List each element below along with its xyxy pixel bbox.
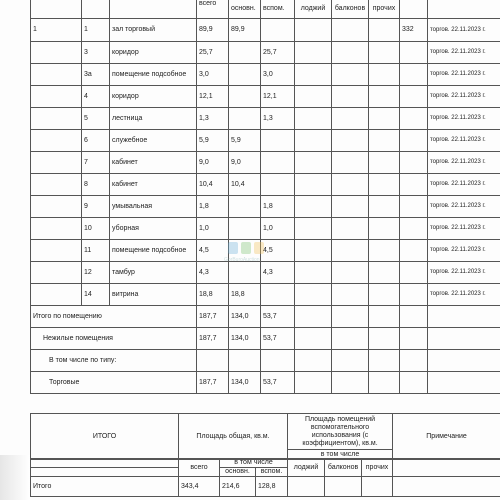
summary-loggia (295, 350, 332, 372)
room-number: 8 (82, 174, 110, 196)
room-note: торгов. 22.11.2023 г. (428, 130, 500, 152)
room-loggia (295, 19, 332, 42)
room-note: торгов. 22.11.2023 г. (428, 174, 500, 196)
room-loggia (295, 240, 332, 262)
room-height (400, 284, 428, 306)
room-balcony (332, 152, 369, 174)
room-balcony (332, 196, 369, 218)
room-floor (31, 152, 82, 174)
room-other (369, 130, 400, 152)
totals-incl-subheader: в том числе (220, 459, 288, 468)
table-row (31, 152, 500, 174)
summary-row (31, 350, 500, 372)
room-area-aux: 1,3 (261, 108, 295, 130)
totals-value-row (31, 477, 500, 497)
room-number: 12 (82, 262, 110, 284)
room-name: витрина (110, 284, 197, 306)
summary-area-total: 187,7 (197, 328, 229, 350)
room-note: торгов. 22.11.2023 г. (428, 42, 500, 64)
watermark-block-green (241, 242, 251, 254)
header-other: прочих (369, 0, 400, 19)
room-name: тамбур (110, 262, 197, 284)
room-number: 1 (82, 19, 110, 42)
room-other (369, 262, 400, 284)
header-loggia: лоджий (295, 0, 332, 19)
room-area-total: 5,9 (197, 130, 229, 152)
room-floor (31, 174, 82, 196)
room-balcony (332, 262, 369, 284)
room-height (400, 130, 428, 152)
summary-area-main: 134,0 (229, 372, 261, 394)
page-shadow (0, 455, 30, 500)
room-area-aux (261, 174, 295, 196)
summary-area-total (197, 350, 229, 372)
room-balcony (332, 218, 369, 240)
room-name: помещение подсобное (110, 240, 197, 262)
room-loggia (295, 152, 332, 174)
totals-row-aux: 128,8 (256, 477, 288, 497)
room-area-main: 89,9 (229, 19, 261, 42)
header-name-cell (110, 0, 197, 19)
room-height (400, 152, 428, 174)
summary-area-aux (261, 350, 295, 372)
room-number: 6 (82, 130, 110, 152)
room-loggia (295, 284, 332, 306)
room-loggia (295, 86, 332, 108)
summary-area-total: 187,7 (197, 372, 229, 394)
totals-row-note (393, 477, 500, 497)
room-other (369, 42, 400, 64)
summary-other (369, 328, 400, 350)
room-balcony (332, 240, 369, 262)
room-name: коридор (110, 86, 197, 108)
table-row (31, 174, 500, 196)
room-loggia (295, 42, 332, 64)
header-total: всего (197, 0, 229, 19)
room-number: 14 (82, 284, 110, 306)
table-row (31, 130, 500, 152)
room-number: 4 (82, 86, 110, 108)
totals-main-subheader: основн. (220, 468, 256, 477)
totals-row-total: 343,4 (179, 477, 220, 497)
room-floor (31, 64, 82, 86)
table-row (31, 19, 500, 42)
summary-area-aux: 53,7 (261, 372, 295, 394)
room-area-aux (261, 19, 295, 42)
summary-label: Торговые (31, 372, 197, 394)
room-note: торгов. 22.11.2023 г. (428, 64, 500, 86)
room-area-total: 10,4 (197, 174, 229, 196)
room-area-total: 89,9 (197, 19, 229, 42)
room-area-main (229, 196, 261, 218)
watermark-block-blue (228, 242, 238, 254)
summary-loggia (295, 372, 332, 394)
room-floor (31, 42, 82, 64)
table-row (31, 284, 500, 306)
room-height (400, 42, 428, 64)
totals-blank-cell-2 (31, 468, 179, 477)
room-area-aux (261, 284, 295, 306)
table-row (31, 196, 500, 218)
table-row (31, 64, 500, 86)
room-other (369, 152, 400, 174)
totals-row-label: Итого (31, 477, 179, 497)
room-height (400, 240, 428, 262)
room-other (369, 64, 400, 86)
totals-note-header: Примечание (393, 414, 500, 460)
room-name: коридор (110, 42, 197, 64)
room-note: торгов. 22.11.2023 г. (428, 262, 500, 284)
room-floor (31, 284, 82, 306)
header-note-cell (428, 0, 500, 19)
room-name: уборная (110, 218, 197, 240)
room-other (369, 196, 400, 218)
totals-row-main: 214,6 (220, 477, 256, 497)
room-loggia (295, 262, 332, 284)
table-row (31, 218, 500, 240)
summary-other (369, 350, 400, 372)
room-loggia (295, 64, 332, 86)
summary-row (31, 328, 500, 350)
room-note: торгов. 22.11.2023 г. (428, 152, 500, 174)
room-area-total: 12,1 (197, 86, 229, 108)
room-floor (31, 86, 82, 108)
room-loggia (295, 196, 332, 218)
room-height (400, 174, 428, 196)
room-area-main: 18,8 (229, 284, 261, 306)
room-note: торгов. 22.11.2023 г. (428, 19, 500, 42)
summary-area-aux: 53,7 (261, 306, 295, 328)
room-height: 332 (400, 19, 428, 42)
room-area-total: 9,0 (197, 152, 229, 174)
summary-area-aux: 53,7 (261, 328, 295, 350)
room-area-aux: 1,0 (261, 218, 295, 240)
room-area-total: 4,5 (197, 240, 229, 262)
totals-note-blank (393, 459, 500, 477)
room-number: 7 (82, 152, 110, 174)
room-floor (31, 108, 82, 130)
room-floor (31, 130, 82, 152)
room-balcony (332, 19, 369, 42)
table-row (31, 42, 500, 64)
room-area-total: 1,8 (197, 196, 229, 218)
header-height-cell (400, 0, 428, 19)
room-note: торгов. 22.11.2023 г. (428, 86, 500, 108)
room-area-main: 5,9 (229, 130, 261, 152)
room-number: 3а (82, 64, 110, 86)
summary-other (369, 372, 400, 394)
room-area-aux: 4,3 (261, 262, 295, 284)
room-other (369, 240, 400, 262)
summary-height (400, 328, 428, 350)
room-name: помещение подсобное (110, 64, 197, 86)
summary-area-total: 187,7 (197, 306, 229, 328)
totals-aux-subheader: вспом. (256, 468, 288, 477)
room-height (400, 108, 428, 130)
totals-header-row-1 (31, 414, 500, 450)
room-loggia (295, 174, 332, 196)
room-area-total: 1,0 (197, 218, 229, 240)
room-other (369, 174, 400, 196)
header-main: основн. (229, 0, 261, 19)
totals-incl2-header: в том числе (288, 450, 393, 460)
room-other (369, 218, 400, 240)
room-balcony (332, 42, 369, 64)
header-aux: вспом. (261, 0, 295, 19)
room-height (400, 196, 428, 218)
room-balcony (332, 86, 369, 108)
room-area-aux (261, 130, 295, 152)
room-note: торгов. 22.11.2023 г. (428, 240, 500, 262)
room-floor (31, 262, 82, 284)
totals-values-table (30, 458, 500, 497)
room-floor (31, 218, 82, 240)
totals-blank-cell (31, 459, 179, 468)
room-number: 10 (82, 218, 110, 240)
room-area-total: 18,8 (197, 284, 229, 306)
table-row (31, 108, 500, 130)
summary-height (400, 306, 428, 328)
room-area-total: 3,0 (197, 64, 229, 86)
rooms-table (30, 0, 500, 394)
room-area-aux: 4,5 (261, 240, 295, 262)
summary-note (428, 328, 500, 350)
room-area-main: 10,4 (229, 174, 261, 196)
summary-area-main: 134,0 (229, 306, 261, 328)
room-area-main (229, 108, 261, 130)
summary-row (31, 306, 500, 328)
summary-height (400, 372, 428, 394)
room-name: служебное (110, 130, 197, 152)
watermark-logo (224, 238, 280, 268)
room-balcony (332, 108, 369, 130)
header-num-cell (82, 0, 110, 19)
totals-balcony-subheader: балконов (325, 459, 362, 477)
room-height (400, 262, 428, 284)
room-floor (31, 196, 82, 218)
room-height (400, 64, 428, 86)
summary-note (428, 350, 500, 372)
totals-area-header: Площадь общая, кв.м. (179, 414, 288, 460)
totals-aux-area-header: Площадь помещений вспомогательного использования (с коэффициентом), кв.м. (288, 414, 393, 450)
room-number: 11 (82, 240, 110, 262)
totals-table (30, 413, 500, 460)
room-area-aux: 1,8 (261, 196, 295, 218)
summary-area-main (229, 350, 261, 372)
header-floor-cell (31, 0, 82, 19)
room-note: торгов. 22.11.2023 г. (428, 218, 500, 240)
room-area-total: 4,3 (197, 262, 229, 284)
room-name: лестница (110, 108, 197, 130)
room-height (400, 86, 428, 108)
room-loggia (295, 108, 332, 130)
room-area-aux (261, 152, 295, 174)
room-number: 3 (82, 42, 110, 64)
room-note: торгов. 22.11.2023 г. (428, 108, 500, 130)
room-note: торгов. 22.11.2023 г. (428, 196, 500, 218)
totals-row-loggia (288, 477, 325, 497)
room-name: умывальная (110, 196, 197, 218)
room-balcony (332, 174, 369, 196)
summary-row (31, 372, 500, 394)
watermark-text: GorBuroAuction (224, 257, 260, 263)
summary-area-main: 134,0 (229, 328, 261, 350)
summary-loggia (295, 306, 332, 328)
summary-height (400, 350, 428, 372)
room-number: 5 (82, 108, 110, 130)
room-name: зал торговый (110, 19, 197, 42)
totals-row-other (362, 477, 393, 497)
summary-balcony (332, 372, 369, 394)
room-name: кабинет (110, 174, 197, 196)
room-other (369, 108, 400, 130)
room-balcony (332, 64, 369, 86)
summary-note (428, 306, 500, 328)
room-area-main: 9,0 (229, 152, 261, 174)
watermark-block-yellow (254, 242, 264, 254)
summary-balcony (332, 306, 369, 328)
room-other (369, 19, 400, 42)
room-floor: 1 (31, 19, 82, 42)
summary-label: Нежилые помещения (31, 328, 197, 350)
summary-label: В том числе по типу: (31, 350, 197, 372)
summary-other (369, 306, 400, 328)
room-area-aux: 12,1 (261, 86, 295, 108)
room-area-aux: 3,0 (261, 64, 295, 86)
room-note: торгов. 22.11.2023 г. (428, 284, 500, 306)
room-other (369, 284, 400, 306)
totals-subheader-row (31, 459, 500, 468)
room-area-main (229, 42, 261, 64)
room-number: 9 (82, 196, 110, 218)
header-balcony: балконов (332, 0, 369, 19)
room-loggia (295, 218, 332, 240)
room-area-main (229, 86, 261, 108)
room-area-aux: 25,7 (261, 42, 295, 64)
room-name: кабинет (110, 152, 197, 174)
room-area-main (229, 64, 261, 86)
room-area-total: 1,3 (197, 108, 229, 130)
totals-loggia-subheader: лоджий (288, 459, 325, 477)
room-loggia (295, 130, 332, 152)
room-balcony (332, 130, 369, 152)
table-row (31, 86, 500, 108)
summary-note (428, 372, 500, 394)
totals-row-balcony (325, 477, 362, 497)
room-balcony (332, 284, 369, 306)
summary-balcony (332, 350, 369, 372)
summary-loggia (295, 328, 332, 350)
room-area-total: 25,7 (197, 42, 229, 64)
summary-balcony (332, 328, 369, 350)
room-height (400, 218, 428, 240)
rooms-header-row (31, 0, 500, 19)
totals-other-subheader: прочих (362, 459, 393, 477)
totals-total-subheader: всего (179, 459, 220, 477)
room-floor (31, 240, 82, 262)
room-area-main (229, 218, 261, 240)
summary-label: Итого по помещению (31, 306, 197, 328)
room-other (369, 86, 400, 108)
totals-itogo-header: ИТОГО (31, 414, 179, 460)
